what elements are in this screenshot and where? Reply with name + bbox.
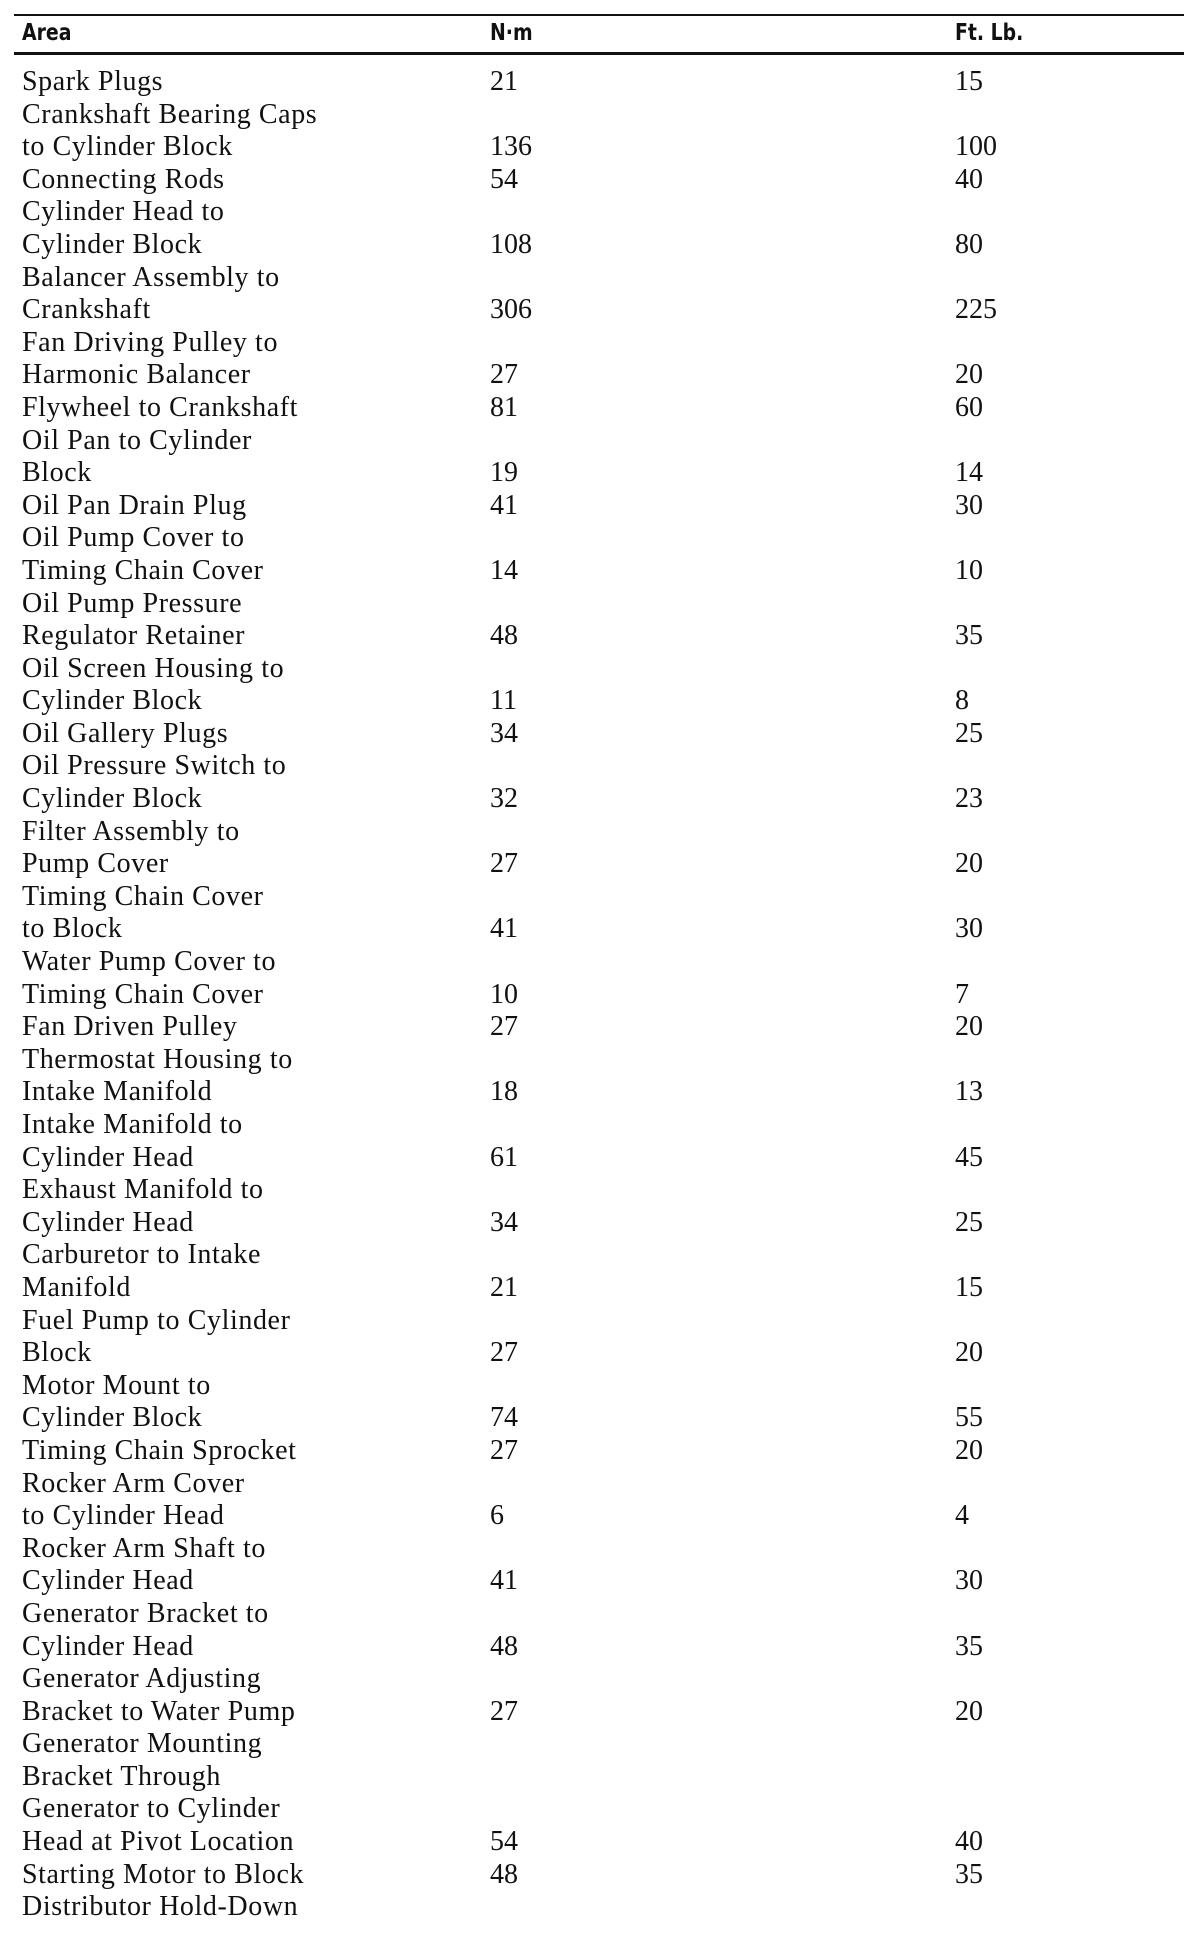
ft-lb-value: 13 (955, 1076, 983, 1108)
area-text: Cylinder Block (22, 1402, 203, 1434)
area-cell (22, 1011, 502, 1044)
table-row (0, 66, 1184, 99)
ft-lb-value: 35 (955, 1630, 983, 1662)
area-cell (22, 1891, 502, 1924)
table-row (0, 816, 1184, 881)
ft-lb-value: 8 (955, 685, 969, 717)
area-text: Generator Bracket to (22, 1597, 269, 1629)
area-text: Timing Chain Cover (22, 880, 264, 912)
area-text: Fan Driving Pulley to (22, 326, 279, 358)
area-cell (22, 653, 502, 718)
nm-value: 27 (490, 1695, 518, 1727)
nm-value: 18 (490, 1076, 518, 1108)
area-text: Cylinder Head (22, 1565, 194, 1597)
area-text: Cylinder Head (22, 1141, 194, 1173)
area-text: to Cylinder Block (22, 131, 233, 163)
area-text: Pump Cover (22, 848, 169, 880)
area-text: Intake Manifold to (22, 1109, 243, 1140)
table-row (0, 425, 1184, 490)
table-row (0, 1891, 1184, 1924)
area-cell (22, 718, 502, 751)
ft-lb-value: 60 (955, 391, 983, 423)
column-header-area: Area (22, 20, 72, 46)
nm-value: 34 (490, 717, 518, 749)
ft-lb-value: 20 (955, 1434, 983, 1466)
table-row (0, 1533, 1184, 1598)
table-row (0, 1174, 1184, 1239)
header-underline-rule (14, 52, 1184, 55)
area-text: Harmonic Balancer (22, 359, 251, 391)
table-row (0, 392, 1184, 425)
area-text: Oil Pan to Cylinder (22, 424, 252, 456)
area-cell (22, 1728, 502, 1858)
table-row (0, 1598, 1184, 1663)
table-row (0, 1305, 1184, 1370)
area-text: Filter Assembly to (22, 815, 240, 847)
ft-lb-value: 40 (955, 1826, 983, 1858)
nm-value: 108 (490, 228, 532, 260)
ft-lb-value: 35 (955, 620, 983, 652)
table-row (0, 588, 1184, 653)
area-text: Intake Manifold (22, 1076, 213, 1108)
area-text: Thermostat Housing to (22, 1043, 293, 1075)
area-text: Cylinder Head to (22, 196, 225, 228)
area-cell (22, 1468, 502, 1533)
area-text: Head at Pivot Location (22, 1826, 295, 1858)
area-text: Distributor Hold-Down (22, 1891, 299, 1923)
nm-value: 19 (490, 457, 518, 489)
table-row (0, 750, 1184, 815)
table-row (0, 490, 1184, 523)
area-text: Crankshaft Bearing Caps (22, 98, 318, 130)
ft-lb-value: 225 (955, 294, 997, 326)
area-text: Motor Mount to (22, 1369, 211, 1401)
ft-lb-value: 30 (955, 913, 983, 945)
area-text: Connecting Rods (22, 163, 225, 195)
table-row (0, 653, 1184, 718)
area-cell (22, 1174, 502, 1239)
table-row (0, 522, 1184, 587)
ft-lb-value: 35 (955, 1858, 983, 1890)
ft-lb-value: 4 (955, 1500, 969, 1532)
nm-value: 27 (490, 1337, 518, 1369)
area-text: Fuel Pump to Cylinder (22, 1304, 291, 1336)
area-cell (22, 392, 502, 425)
area-cell (22, 1598, 502, 1663)
ft-lb-value: 45 (955, 1141, 983, 1173)
nm-value: 54 (490, 1826, 518, 1858)
table-row (0, 1044, 1184, 1109)
area-cell (22, 1533, 502, 1598)
ft-lb-value: 20 (955, 1011, 983, 1043)
area-text: Carburetor to Intake (22, 1239, 262, 1271)
area-cell (22, 196, 502, 261)
ft-lb-value: 25 (955, 717, 983, 749)
table-row (0, 164, 1184, 197)
area-text: Starting Motor to Block (22, 1858, 305, 1890)
ft-lb-value: 80 (955, 228, 983, 260)
table-row (0, 946, 1184, 1011)
table-row (0, 196, 1184, 261)
area-text: Cylinder Block (22, 685, 203, 717)
table-row (0, 1435, 1184, 1468)
ft-lb-value: 40 (955, 163, 983, 195)
area-text: Regulator Retainer (22, 620, 246, 652)
table-row (0, 1011, 1184, 1044)
ft-lb-value: 25 (955, 1206, 983, 1238)
nm-value: 21 (490, 66, 518, 97)
ft-lb-value: 7 (955, 978, 969, 1010)
area-text: Timing Chain Sprocket (22, 1434, 297, 1466)
area-text: Timing Chain Cover (22, 554, 264, 586)
area-text: Generator Mounting (22, 1728, 263, 1760)
area-cell (22, 490, 502, 523)
area-cell (22, 425, 502, 490)
area-text: Water Pump Cover to (22, 946, 277, 978)
table-row (0, 262, 1184, 327)
area-text: Balancer Assembly to (22, 261, 280, 293)
area-text: Oil Pump Cover to (22, 522, 245, 554)
nm-value: 54 (490, 163, 518, 195)
area-text: to Block (22, 913, 123, 945)
area-cell (22, 588, 502, 653)
ft-lb-value: 20 (955, 359, 983, 391)
table-row (0, 1663, 1184, 1728)
area-cell (22, 327, 502, 392)
area-text: Oil Pan Drain Plug (22, 489, 247, 521)
table-row (0, 1370, 1184, 1435)
nm-value: 48 (490, 1630, 518, 1662)
ft-lb-value: 10 (955, 554, 983, 586)
nm-value: 61 (490, 1141, 518, 1173)
nm-value: 41 (490, 913, 518, 945)
ft-lb-value: 14 (955, 457, 983, 489)
table-row (0, 1109, 1184, 1174)
ft-lb-value: 55 (955, 1402, 983, 1434)
nm-value: 27 (490, 1434, 518, 1466)
area-text: Fan Driven Pulley (22, 1011, 238, 1043)
area-cell (22, 1305, 502, 1370)
nm-value: 6 (490, 1500, 504, 1532)
area-cell (22, 1044, 502, 1109)
column-header-nm: N·m (490, 20, 533, 46)
area-cell (22, 750, 502, 815)
nm-value: 74 (490, 1402, 518, 1434)
nm-value: 81 (490, 391, 518, 423)
nm-value: 10 (490, 978, 518, 1010)
ft-lb-value: 20 (955, 848, 983, 880)
area-text: Generator Adjusting (22, 1663, 262, 1695)
area-text: Oil Screen Housing to (22, 652, 285, 684)
torque-table-body (0, 66, 1184, 1924)
nm-value: 34 (490, 1206, 518, 1238)
area-text: Cylinder Head (22, 1630, 194, 1662)
ft-lb-value: 100 (955, 131, 997, 163)
table-row (0, 1728, 1184, 1858)
area-text: Spark Plugs (22, 66, 164, 97)
area-text: Cylinder Block (22, 783, 203, 815)
area-cell (22, 881, 502, 946)
area-cell (22, 946, 502, 1011)
nm-value: 27 (490, 1011, 518, 1043)
table-row (0, 1859, 1184, 1892)
table-row (0, 881, 1184, 946)
nm-value: 11 (490, 685, 517, 717)
area-text: Oil Pump Pressure (22, 587, 243, 619)
nm-value: 41 (490, 1565, 518, 1597)
ft-lb-value: 15 (955, 66, 983, 97)
area-text: to Cylinder Head (22, 1500, 225, 1532)
ft-lb-value: 20 (955, 1695, 983, 1727)
area-text: Crankshaft (22, 294, 151, 326)
area-text: Manifold (22, 1271, 132, 1303)
area-cell (22, 1109, 502, 1174)
table-row (0, 1468, 1184, 1533)
nm-value: 48 (490, 1858, 518, 1890)
table-row (0, 1239, 1184, 1304)
area-text: Exhaust Manifold to (22, 1174, 264, 1206)
area-text: Rocker Arm Cover (22, 1467, 245, 1499)
table-row (0, 718, 1184, 751)
area-text: Block (22, 457, 92, 489)
area-cell (22, 99, 502, 164)
table-row (0, 99, 1184, 164)
ft-lb-value: 20 (955, 1337, 983, 1369)
area-text: Rocker Arm Shaft to (22, 1532, 266, 1564)
nm-value: 41 (490, 489, 518, 521)
nm-value: 21 (490, 1271, 518, 1303)
nm-value: 27 (490, 359, 518, 391)
area-text: Bracket to Water Pump (22, 1695, 296, 1727)
area-text: Block (22, 1337, 92, 1369)
column-header-ft-lb: Ft. Lb. (955, 20, 1024, 46)
ft-lb-value: 23 (955, 783, 983, 815)
nm-value: 306 (490, 294, 532, 326)
area-cell (22, 1435, 502, 1468)
area-text: Oil Pressure Switch to (22, 750, 287, 782)
nm-value: 14 (490, 554, 518, 586)
table-row (0, 327, 1184, 392)
ft-lb-value: 30 (955, 489, 983, 521)
area-cell (22, 66, 502, 99)
ft-lb-value: 15 (955, 1271, 983, 1303)
area-text: Generator to Cylinder (22, 1793, 281, 1825)
area-text: Cylinder Head (22, 1206, 194, 1238)
nm-value: 48 (490, 620, 518, 652)
area-cell (22, 1859, 502, 1892)
area-text: Oil Gallery Plugs (22, 717, 229, 749)
nm-value: 27 (490, 848, 518, 880)
nm-value: 32 (490, 783, 518, 815)
area-cell (22, 1663, 502, 1728)
area-cell (22, 1239, 502, 1304)
area-cell (22, 164, 502, 197)
area-text: Cylinder Block (22, 228, 203, 260)
nm-value: 136 (490, 131, 532, 163)
area-cell (22, 262, 502, 327)
area-text: Timing Chain Cover (22, 978, 264, 1010)
area-text: Flywheel to Crankshaft (22, 391, 299, 423)
ft-lb-value: 30 (955, 1565, 983, 1597)
area-cell (22, 816, 502, 881)
area-cell (22, 522, 502, 587)
area-text: Bracket Through (22, 1760, 221, 1792)
area-cell (22, 1370, 502, 1435)
